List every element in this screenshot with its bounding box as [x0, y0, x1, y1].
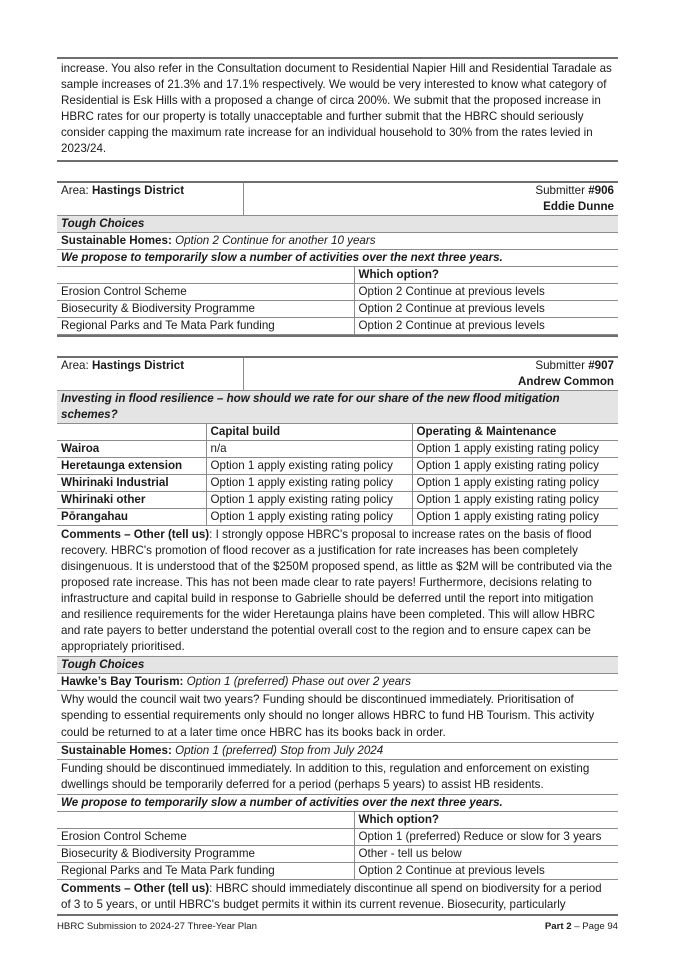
submission-907 [57, 356, 618, 916]
submitter-name: Andrew Common [518, 374, 614, 388]
table-row: Wairoa n/a Option 1 apply existing rating policy [57, 440, 618, 457]
sustainable-homes-line: Sustainable Homes: Option 1 (preferred) Stop from July 2024 [57, 743, 618, 760]
activities-table [57, 267, 618, 335]
footer-page-number: Part 2 – Page 94 [544, 921, 618, 932]
table-row: Erosion Control Scheme Option 2 Continue at previous levels [57, 283, 618, 300]
slow-activities-heading: We propose to temporarily slow a number of activities over the next three years. [57, 795, 618, 812]
area-value: Hastings District [91, 183, 185, 197]
table-row: Whirinaki other Option 1 apply existing rating policy Option 1 apply existing rating policy [57, 491, 618, 508]
slow-activities-heading: We propose to temporarily slow a number of activities over the next three years. [57, 250, 618, 267]
table-row: Erosion Control Scheme Option 1 (preferred) Reduce or slow for 3 years [57, 828, 618, 845]
which-option-header: Which option? [354, 812, 618, 829]
table-row: Biosecurity & Biodiversity Programme Other - tell us below [57, 845, 618, 862]
table-row: Pōrangahau Option 1 apply existing rating policy Option 1 apply existing rating policy [57, 508, 618, 525]
submitter-cell: Submitter #906 Eddie Dunne [243, 183, 618, 216]
table-row: Biosecurity & Biodiversity Programme Option 2 Continue at previous levels [57, 300, 618, 317]
area-cell: Area: Hastings District [57, 183, 243, 216]
section-band-tough-choices: Tough Choices [57, 657, 618, 674]
footer-document-title: HBRC Submission to 2024-27 Three-Year Plan [57, 921, 257, 932]
comments-flood: Comments – Other (tell us): I strongly oppose HBRC's proposal to increase rates on the basis of flood recovery. HBRC's promotion of flood recover as a justification for rate increases has been completely disingenuous. It is understood that of the $250M proposed spend, as little as $2M will be contributed via the proposed rate increase. This has not been made clear to rate payers! Furthermore, decisions relating to infrastructure and capital build in response to Gabrielle should be deferred until the report into mitigation and resilience requirements for the wider Heretaunga plains have been completed. This will allow HBRC and rate payers to better understand the potential overall cost to the region and to ensure capex can be appropriately prioritised. [57, 526, 618, 658]
table-row: Regional Parks and Te Mata Park funding Option 2 Continue at previous levels [57, 862, 618, 879]
section-band-flood-resilience: Investing in flood resilience – how should we rate for our share of the new flood mitigation schemes? [57, 391, 618, 424]
table-row: Regional Parks and Te Mata Park funding Option 2 Continue at previous levels [57, 317, 618, 334]
table-row: Whirinaki Industrial Option 1 apply existing rating policy Option 1 apply existing rating policy [57, 474, 618, 491]
submitter-cell: Submitter #907 Andrew Common [243, 358, 618, 391]
sustainable-homes-comment: Funding should be discontinued immediately. In addition to this, regulation and enforcement on existing dwellings should be temporarily deferred for a period (perhaps 5 years) to assist HB residents. [57, 760, 618, 795]
sustainable-homes-value: Option 1 (preferred) Stop from July 2024 [175, 743, 384, 757]
area-cell: Area: Hastings District [57, 358, 243, 391]
area-value: Hastings District [91, 358, 185, 372]
section-band-tough-choices: Tough Choices [57, 216, 618, 233]
submitter-number: #907 [588, 358, 614, 372]
page-content [57, 57, 618, 916]
page-footer [57, 921, 618, 932]
tourism-comment: Why would the council wait two years? Funding should be discontinued immediately. Prioritisation of spending to essential requirements only should no longer allows HBRC to fund HB Tourism. This activity could be returned to at a later time once HBRC has its books back in order. [57, 691, 618, 742]
sustainable-homes-line: Sustainable Homes: Option 2 Continue for another 10 years [57, 233, 618, 250]
submission-906 [57, 181, 618, 337]
table-row: Heretaunga extension Option 1 apply existing rating policy Option 1 apply existing rating policy [57, 457, 618, 474]
submission-header [57, 358, 618, 391]
submitter-number: #906 [588, 183, 614, 197]
sustainable-homes-value: Option 2 Continue for another 10 years [175, 233, 376, 247]
submitter-name: Eddie Dunne [543, 199, 614, 213]
tourism-line: Hawke’s Bay Tourism: Option 1 (preferred) Phase out over 2 years [57, 674, 618, 691]
submission-header [57, 183, 618, 216]
activities-table [57, 812, 618, 880]
tourism-value: Option 1 (preferred) Phase out over 2 years [186, 675, 411, 689]
comments-activities: Comments – Other (tell us): HBRC should immediately discontinue all spend on biodiversity for a period of 3 to 5 years, or until HBRC's budget permits it within its current revenue. Biosecurity, particularly [57, 880, 618, 916]
operating-header: Operating & Maintenance [412, 424, 618, 441]
capital-build-header: Capital build [206, 424, 412, 441]
which-option-header: Which option? [354, 267, 618, 284]
intro-paragraph: increase. You also refer in the Consultation document to Residential Napier Hill and Residential Taradale as sample increases of 21.3% and 17.1% respectively. We would be very interested to know what category of Residential is Esk Hills with a proposed a change of circa 200%. We submit that the proposed increase in HBRC rates for our property is totally unacceptable and further submit that the HBRC should seriously consider capping the maximum rate increase for an individual household to 30% from the rates levied in 2023/24. [61, 62, 612, 156]
flood-rating-table [57, 424, 618, 526]
